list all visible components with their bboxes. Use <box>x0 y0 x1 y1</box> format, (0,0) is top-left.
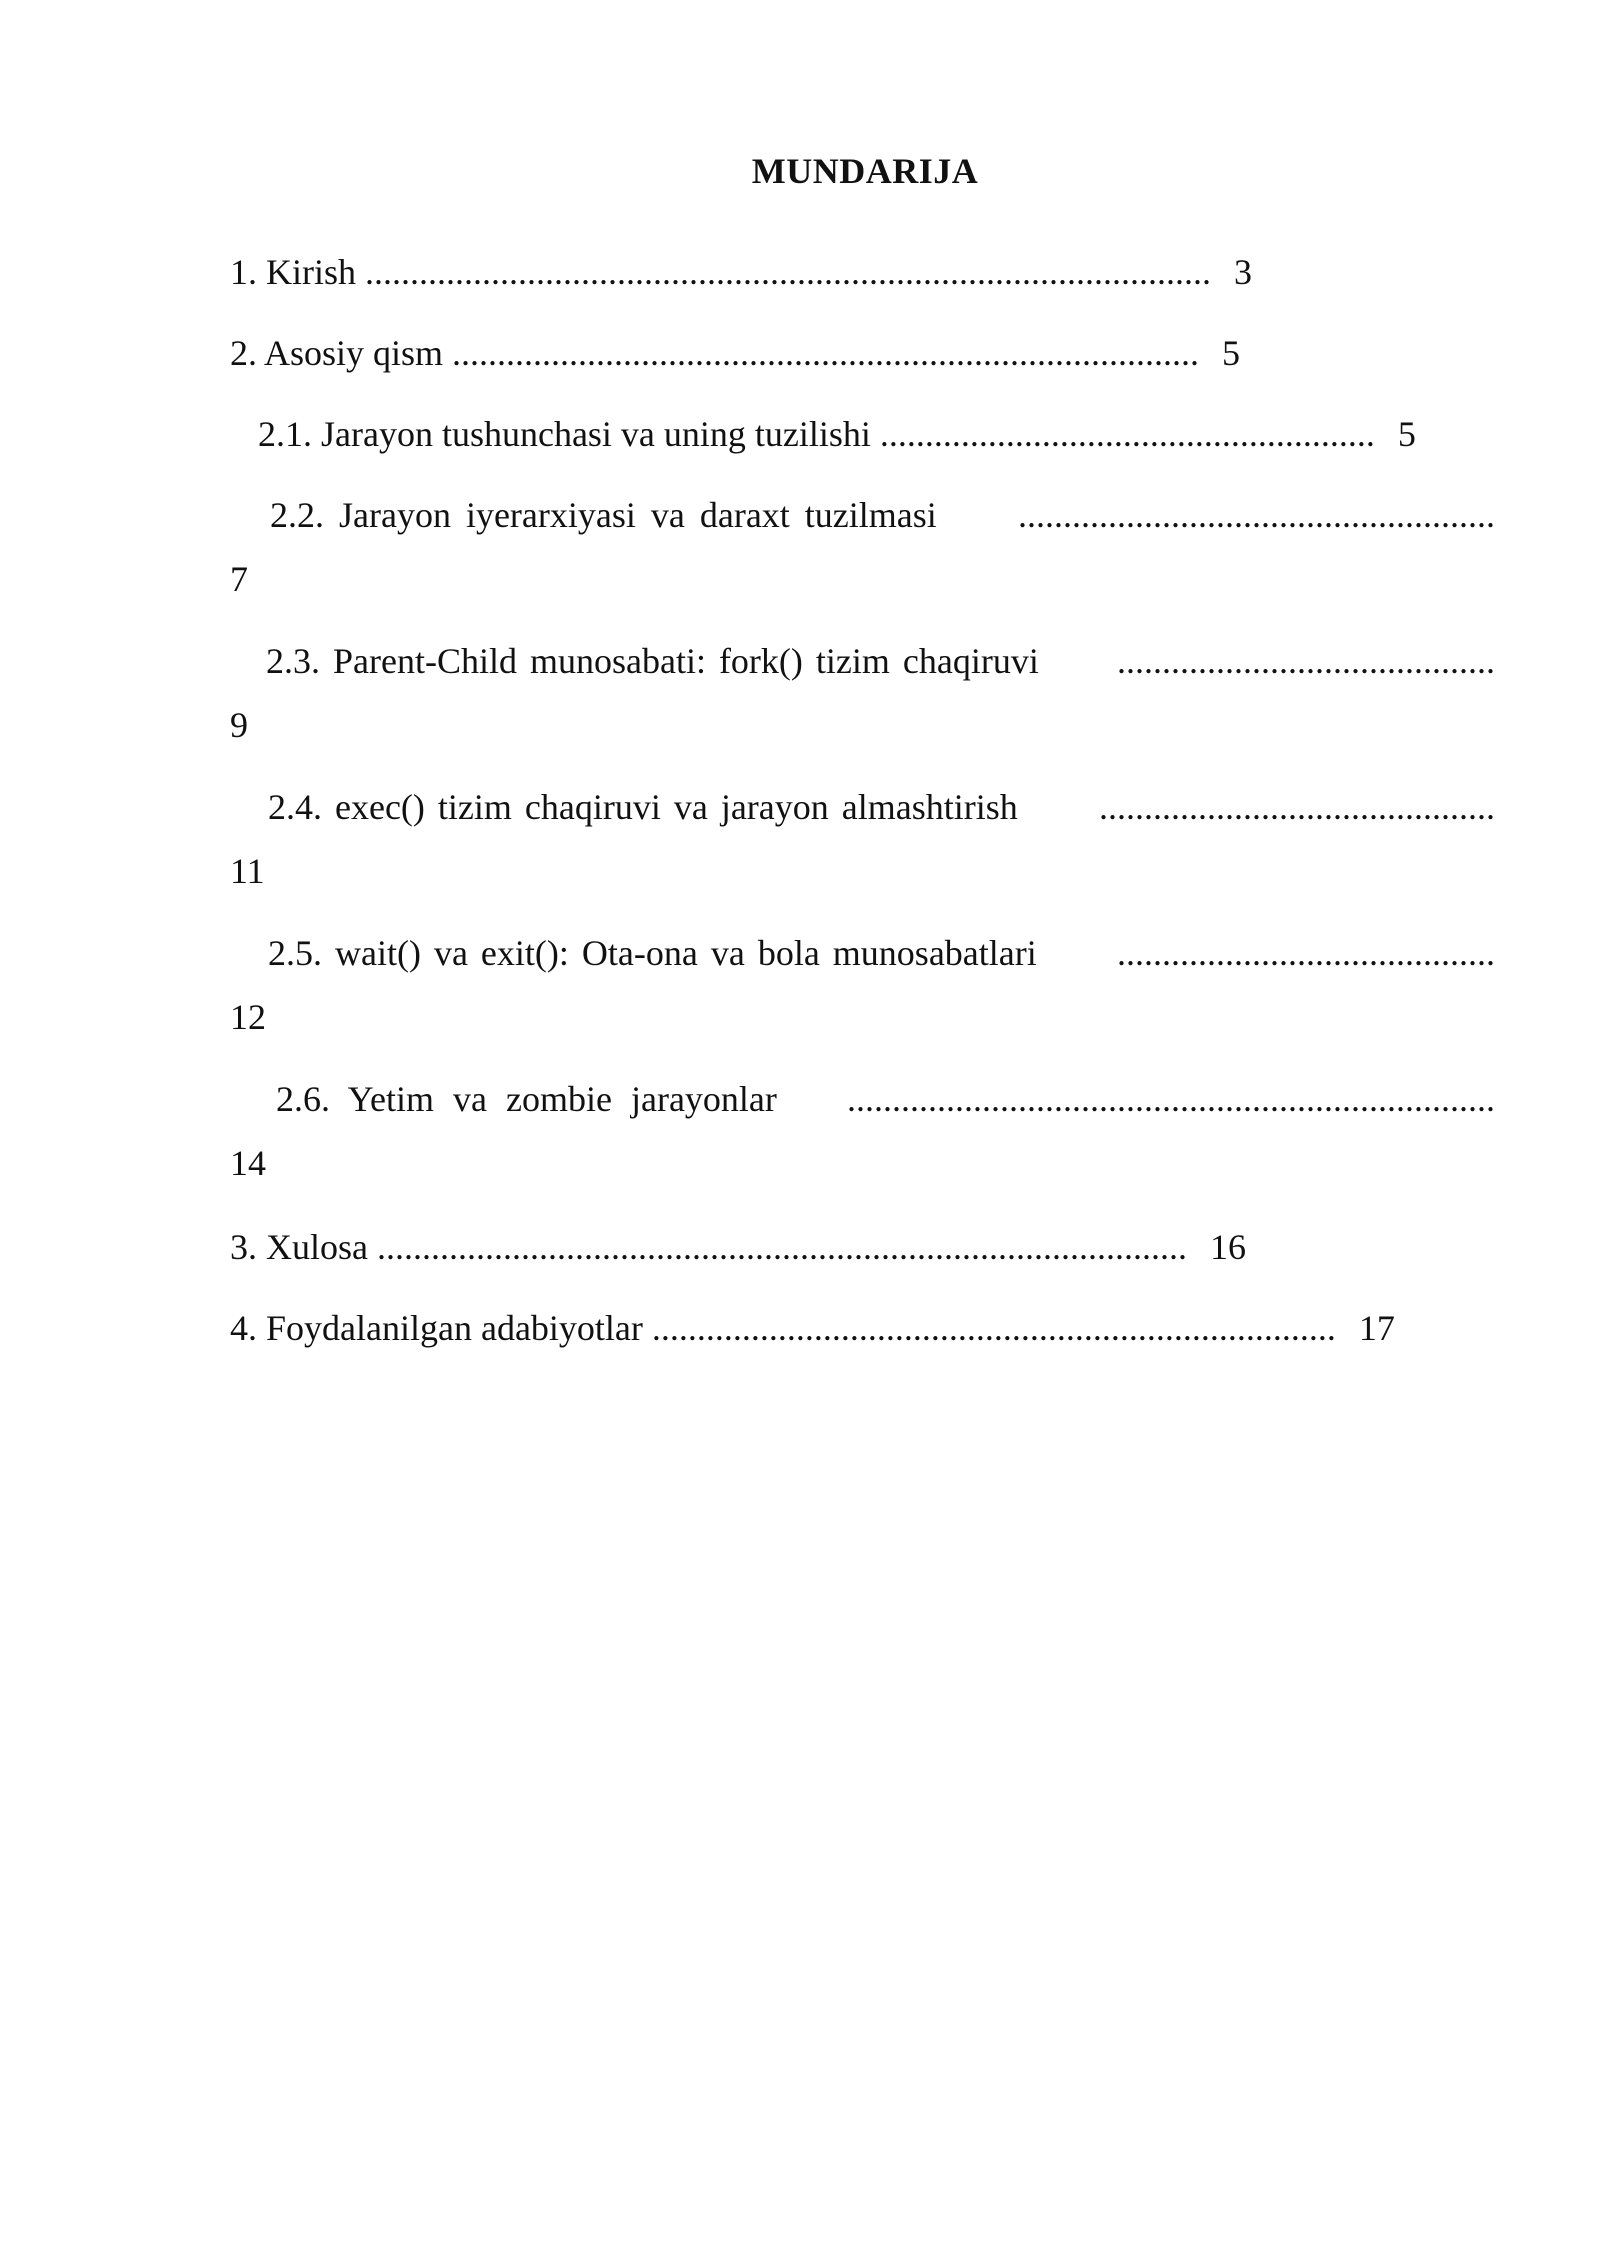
toc-page-number: 14 <box>230 1143 266 1183</box>
toc-leader-dots: .......................................................................................... <box>377 1227 1187 1267</box>
toc-page-number: 17 <box>1358 1308 1395 1348</box>
toc-page-number: 9 <box>230 705 248 745</box>
toc-leader-dots: ..................................................... <box>1018 495 1495 535</box>
page-title: MUNDARIJA <box>751 151 979 191</box>
toc-entry-label: 4. Foydalanilgan adabiyotlar <box>230 1308 643 1348</box>
toc-leader-dots: .............................................................................................. <box>365 252 1211 292</box>
toc-entry-2-6 <box>230 1077 1495 1185</box>
toc-entry-2-5 <box>230 931 1495 1039</box>
toc-entry-label: 1. Kirish <box>230 252 356 292</box>
toc-entry-label: 2.3. Parent-Child munosabati: fork() tizim chaqiruvi <box>266 641 1039 681</box>
toc-entry-label: 2.4. exec() tizim chaqiruvi va jarayon almashtirish <box>268 787 1018 827</box>
toc-entry-label: 2.5. wait() va exit(): Ota-ona va bola munosabatlari <box>268 933 1037 973</box>
toc-page-number: 5 <box>1397 414 1416 454</box>
toc-leader-dots: ........................................................................ <box>847 1079 1495 1119</box>
toc-page-number: 16 <box>1210 1227 1246 1267</box>
toc-entry-adabiyotlar <box>230 1306 1395 1350</box>
toc-entry-asosiy-qism <box>230 331 1240 375</box>
toc-entry-2-4 <box>230 785 1495 893</box>
toc-entry-label: 3. Xulosa <box>230 1227 368 1267</box>
toc-entry-kirish <box>230 250 1252 294</box>
toc-entry-label: 2.6. Yetim va zombie jarayonlar <box>276 1079 777 1119</box>
toc-leader-dots: ............................................................................ <box>651 1308 1336 1348</box>
toc-entry-label: 2.1. Jarayon tushunchasi va uning tuzilishi <box>258 414 871 454</box>
toc-page-number: 3 <box>1234 252 1252 292</box>
toc-entry-2-3 <box>230 639 1495 747</box>
toc-entry-2-1 <box>258 412 1416 456</box>
toc-leader-dots: ............................................ <box>1099 787 1495 827</box>
toc-entry-2-2 <box>230 493 1495 601</box>
toc-page-number: 5 <box>1222 333 1241 373</box>
toc-entry-xulosa <box>230 1225 1246 1269</box>
toc-page-number: 12 <box>230 997 266 1037</box>
toc-leader-dots: ................................................................................... <box>452 333 1200 373</box>
toc-page-number: 7 <box>230 559 248 599</box>
toc-entry-label: 2.2. Jarayon iyerarxiyasi va daraxt tuzilmasi <box>270 495 937 535</box>
toc-page-number: 11 <box>230 851 265 891</box>
toc-leader-dots: .......................................... <box>1117 641 1495 681</box>
toc-entry-label: 2. Asosiy qism <box>230 333 444 373</box>
toc-leader-dots: ....................................................... <box>879 414 1375 454</box>
toc-leader-dots: .......................................... <box>1117 933 1495 973</box>
